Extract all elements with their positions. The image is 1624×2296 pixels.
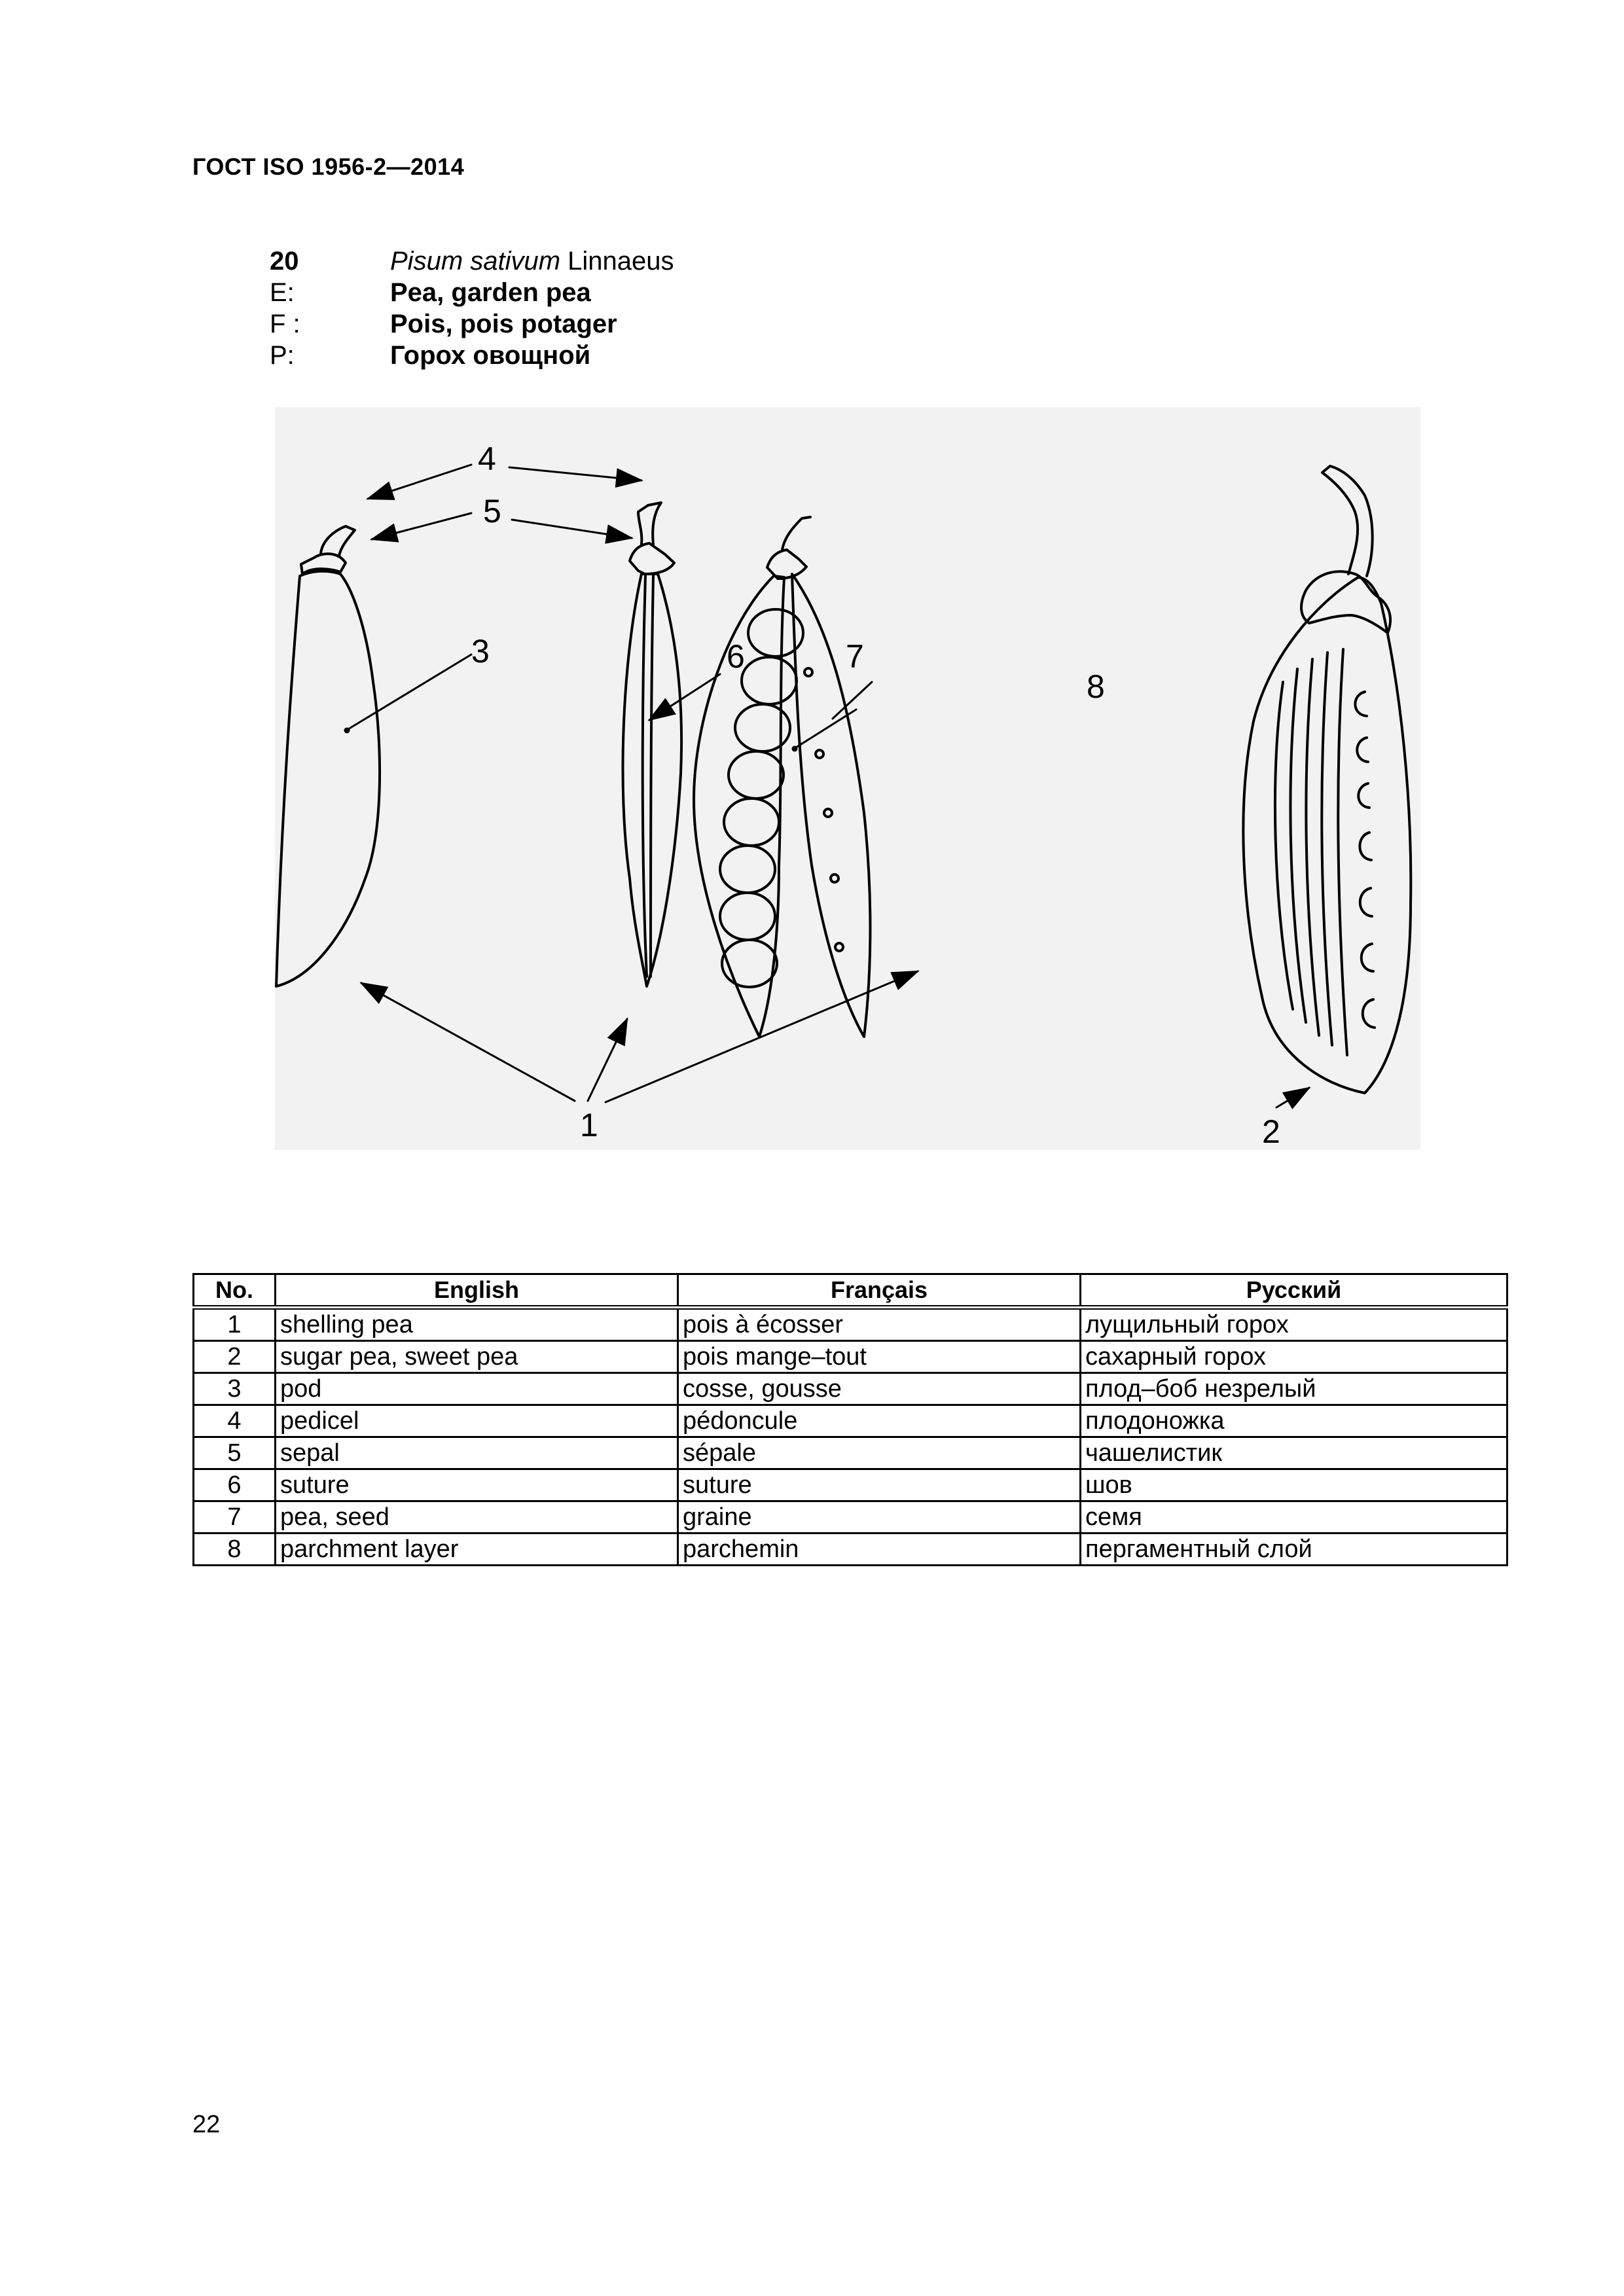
callout-3: 3 xyxy=(471,633,490,670)
cell-english: suture xyxy=(276,1469,678,1501)
column-header-russian: Русский xyxy=(1081,1274,1507,1308)
species-author: Linnaeus xyxy=(560,247,674,276)
common-name: Pois, pois potager xyxy=(390,310,617,338)
species-entry xyxy=(270,245,674,371)
cell-french: pois mange–tout xyxy=(678,1341,1081,1373)
table-row xyxy=(194,1341,1507,1373)
cell-french: suture xyxy=(678,1469,1081,1501)
cell-no: 6 xyxy=(194,1469,276,1501)
cell-french: graine xyxy=(678,1501,1081,1534)
lang-label: E: xyxy=(270,278,295,307)
cell-english: pedicel xyxy=(276,1405,678,1437)
cell-no: 3 xyxy=(194,1373,276,1405)
table-row xyxy=(194,1501,1507,1534)
cell-no: 1 xyxy=(194,1308,276,1341)
cell-no: 4 xyxy=(194,1405,276,1437)
cell-russian: сахарный горох xyxy=(1081,1341,1507,1373)
callout-7: 7 xyxy=(846,638,864,675)
cell-russian: пергаментный слой xyxy=(1081,1534,1507,1566)
table-row xyxy=(194,1437,1507,1469)
species-name-english xyxy=(270,277,674,308)
terminology-table xyxy=(192,1273,1508,1566)
lang-label: F : xyxy=(270,310,300,338)
lang-label: P: xyxy=(270,341,295,370)
page-number: 22 xyxy=(192,2111,221,2138)
callout-6: 6 xyxy=(727,638,745,675)
callout-4: 4 xyxy=(478,440,496,477)
callout-8: 8 xyxy=(1087,668,1105,705)
species-latin-name: Pisum sativum xyxy=(390,247,561,276)
cell-no: 2 xyxy=(194,1341,276,1373)
species-title-row xyxy=(270,245,674,277)
column-header-no: No. xyxy=(194,1274,276,1308)
cell-russian: шов xyxy=(1081,1469,1507,1501)
cell-russian: плодоножка xyxy=(1081,1405,1507,1437)
cell-french: parchemin xyxy=(678,1534,1081,1566)
cell-french: pois à écosser xyxy=(678,1308,1081,1341)
cell-english: pea, seed xyxy=(276,1501,678,1534)
figure-background xyxy=(275,407,1420,1150)
table-row xyxy=(194,1469,1507,1501)
species-scientific-name xyxy=(390,245,674,277)
common-name: Горох овощной xyxy=(390,341,591,370)
pea-pod-illustration xyxy=(275,407,1420,1150)
cell-french: cosse, gousse xyxy=(678,1373,1081,1405)
cell-english: pod xyxy=(276,1373,678,1405)
species-number: 20 xyxy=(270,247,299,276)
cell-russian: плод–боб незрелый xyxy=(1081,1373,1507,1405)
cell-russian: чашелистик xyxy=(1081,1437,1507,1469)
callout-2: 2 xyxy=(1262,1113,1280,1150)
callout-1: 1 xyxy=(580,1107,598,1143)
cell-english: shelling pea xyxy=(276,1308,678,1341)
pea-pod-drawing xyxy=(275,407,1420,1150)
cell-no: 5 xyxy=(194,1437,276,1469)
species-name-russian xyxy=(270,340,674,371)
cell-no: 8 xyxy=(194,1534,276,1566)
cell-russian: лущильный горох xyxy=(1081,1308,1507,1341)
cell-english: sepal xyxy=(276,1437,678,1469)
common-name: Pea, garden pea xyxy=(390,278,591,307)
species-name-french xyxy=(270,308,674,340)
column-header-french: Français xyxy=(678,1274,1081,1308)
cell-english: parchment layer xyxy=(276,1534,678,1566)
cell-french: pédoncule xyxy=(678,1405,1081,1437)
callout-5: 5 xyxy=(483,493,501,529)
table-row xyxy=(194,1373,1507,1405)
table-row xyxy=(194,1405,1507,1437)
table-row xyxy=(194,1534,1507,1566)
cell-no: 7 xyxy=(194,1501,276,1534)
cell-english: sugar pea, sweet pea xyxy=(276,1341,678,1373)
column-header-english: English xyxy=(276,1274,678,1308)
table-header-row xyxy=(194,1274,1507,1308)
document-header: ГОСТ ISO 1956-2—2014 xyxy=(192,153,465,180)
cell-russian: семя xyxy=(1081,1501,1507,1534)
table-row xyxy=(194,1308,1507,1341)
cell-french: sépale xyxy=(678,1437,1081,1469)
